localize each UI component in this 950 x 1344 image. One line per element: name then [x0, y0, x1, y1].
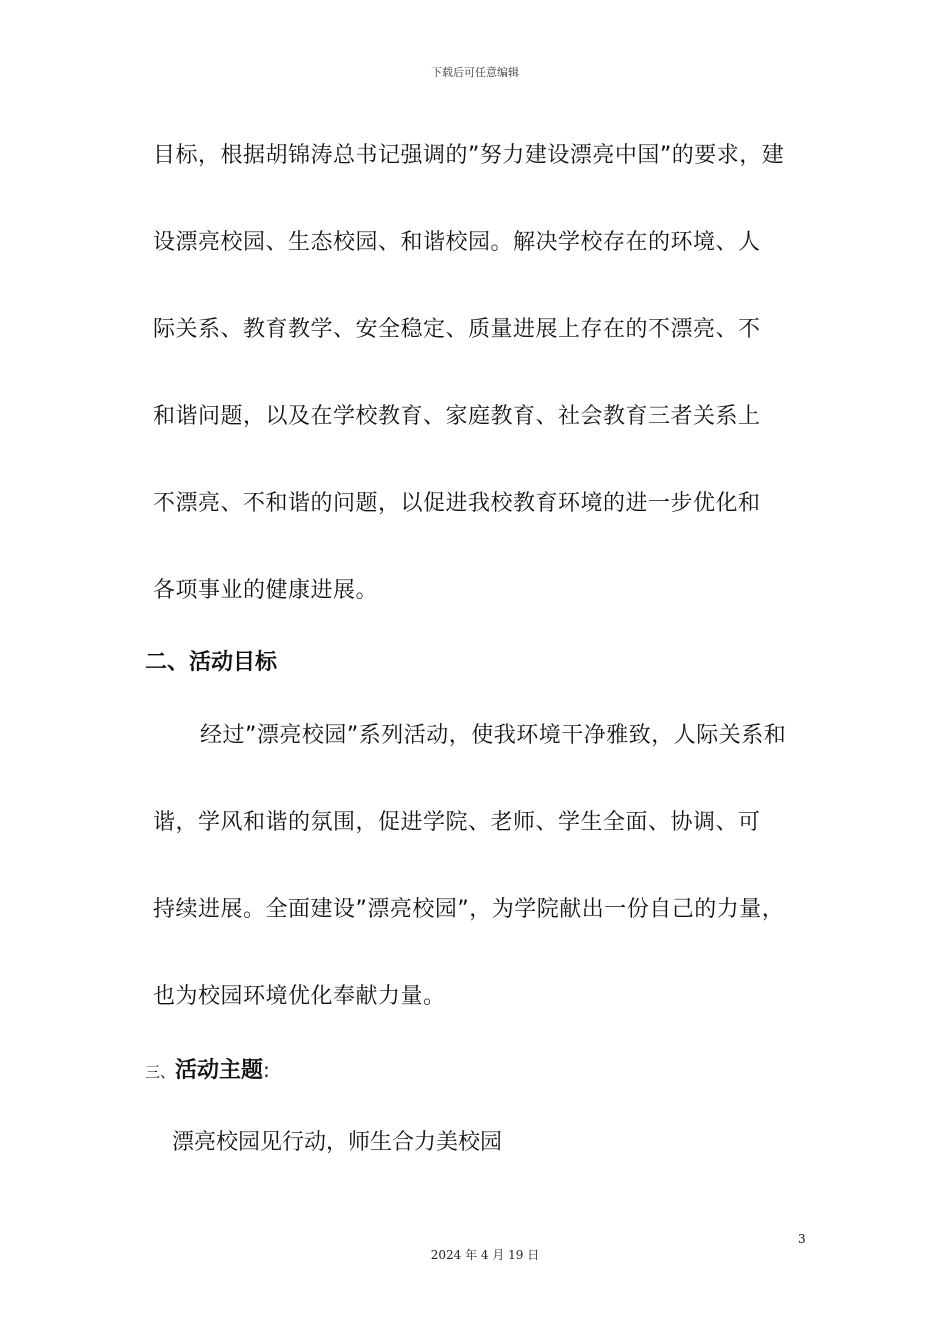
page-number: 3: [798, 1232, 806, 1246]
paragraph-line: 目标，根据胡锦涛总书记强调的”努力建设漂亮中国”的要求，建: [153, 143, 785, 168]
paragraph-line: 际关系、教育教学、安全稳定、质量进展上存在的不漂亮、不: [153, 317, 761, 342]
paragraph-line: 各项事业的健康进展。: [153, 578, 379, 603]
paragraph-line: 不漂亮、不和谐的问题，以促进我校教育环境的进一步优化和: [153, 491, 761, 516]
paragraph-line: 设漂亮校园、生态校园、和谐校园。解决学校存在的环境、人: [153, 230, 761, 255]
page-header: 下载后可任意编辑: [431, 66, 519, 79]
paragraph-line: 经过”漂亮校园”系列活动，使我环境干净雅致，人际关系和: [200, 723, 787, 748]
section-heading-theme: [145, 1053, 270, 1084]
paragraph-line: 和谐问题，以及在学校教育、家庭教育、社会教育三者关系上: [153, 404, 761, 429]
section-number: 三、: [145, 1063, 176, 1081]
section-heading-text: 活动主题: [175, 1058, 264, 1083]
heading-colon: :: [263, 1058, 270, 1082]
footer-date: 2024 年 4 月 19 日: [430, 1248, 540, 1262]
section-heading-objectives: 二、活动目标: [145, 650, 278, 675]
paragraph-line: 也为校园环境优化奉献力量。: [153, 984, 446, 1009]
paragraph-line: 持续进展。全面建设”漂亮校园”，为学院献出一份自己的力量，: [153, 897, 785, 922]
activity-theme: 漂亮校园见行动，师生合力美校园: [172, 1130, 503, 1155]
paragraph-line: 谐，学风和谐的氛围，促进学院、老师、学生全面、协调、可: [153, 810, 761, 835]
